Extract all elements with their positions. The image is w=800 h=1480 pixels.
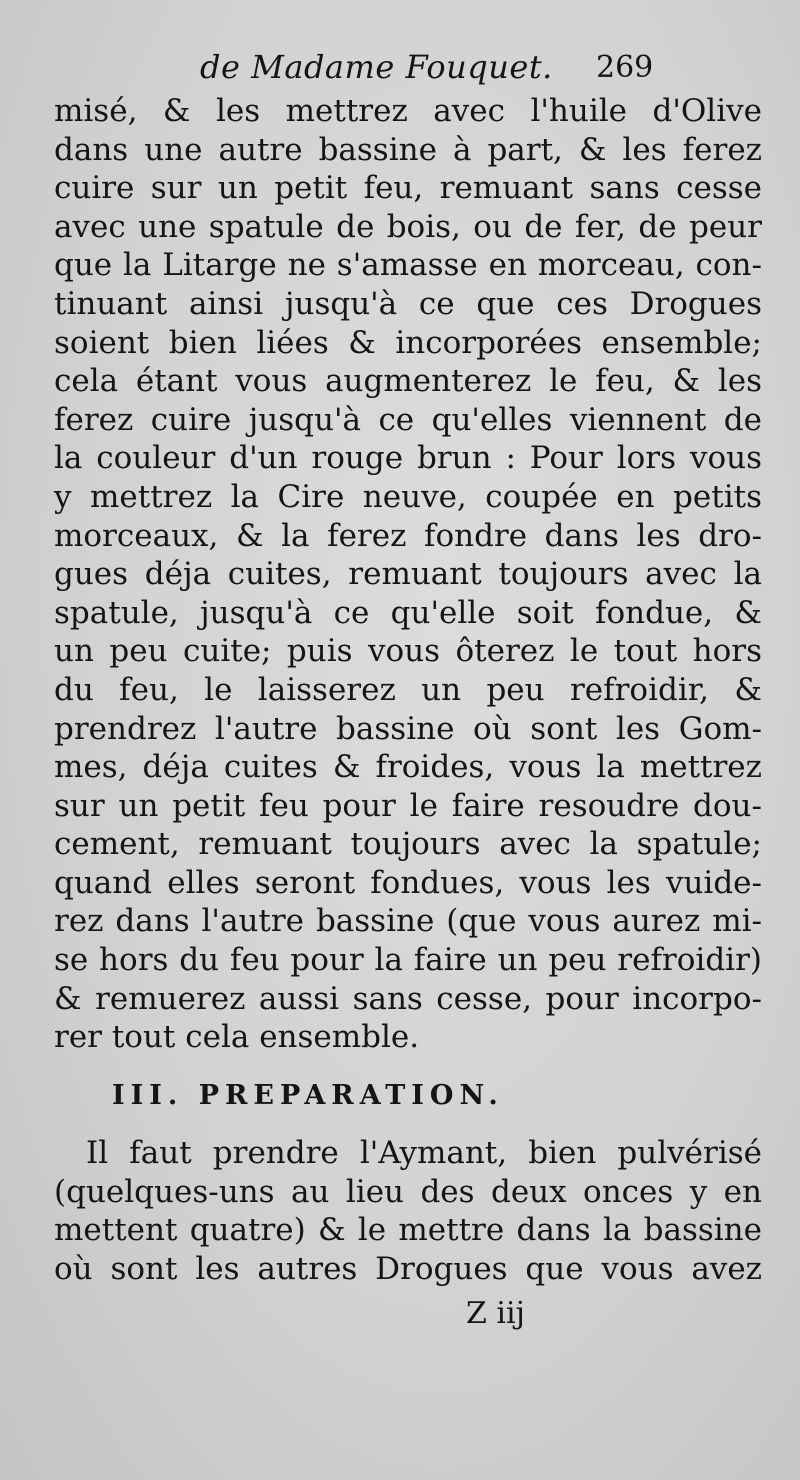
text-line: prendrez l'autre bassine où sont les Gom-	[54, 710, 762, 747]
text-line: mettent quatre) & le mettre dans la bassine	[54, 1212, 762, 1249]
text-line: gues déja cuites, remuant toujours avec la	[54, 556, 762, 593]
text-line: morceaux, & la ferez fondre dans les dro-	[54, 517, 762, 554]
text-line: mes, déja cuites & froides, vous la mettrez	[54, 749, 762, 786]
signature-mark: Z iij	[466, 1296, 525, 1331]
section-text	[54, 1134, 762, 1288]
text-line: se hors du feu pour la faire un peu refroidir)	[54, 942, 762, 979]
text-line: où sont les autres Drogues que vous avez	[54, 1250, 762, 1287]
text-line: y mettrez la Cire neuve, coupée en petits	[54, 478, 762, 515]
text-line: un peu cuite; puis vous ôterez le tout hors	[54, 633, 762, 670]
text-line: quand elles seront fondues, vous les vuide-	[54, 864, 762, 901]
text-line: tinuant ainsi jusqu'à ce que ces Drogues	[54, 285, 762, 322]
section-heading: III. PREPARATION.	[112, 1080, 504, 1111]
running-title: de Madame Fouquet.	[200, 48, 553, 86]
text-line: avec une spatule de bois, ou de fer, de peur	[54, 208, 762, 245]
text-line: rez dans l'autre bassine (que vous aurez mi-	[54, 903, 762, 940]
text-line: Il faut prendre l'Aymant, bien pulvérisé	[86, 1135, 762, 1171]
running-head	[200, 48, 760, 92]
text-line: la couleur d'un rouge brun : Pour lors vous	[54, 440, 762, 477]
text-line: soient bien liées & incorporées ensemble;	[54, 324, 762, 361]
text-line: (quelques-uns au lieu des deux onces y en	[54, 1173, 762, 1210]
text-line: misé, & les mettrez avec l'huile d'Olive	[54, 93, 762, 129]
text-line: spatule, jusqu'à ce qu'elle soit fondue, &	[54, 594, 762, 631]
body-text	[54, 92, 762, 1057]
text-line: sur un petit feu pour le faire resoudre dou-	[54, 787, 762, 824]
page-number: 269	[596, 50, 654, 85]
text-line: dans une autre bassine à part, & les ferez	[54, 131, 762, 168]
text-line: du feu, le laisserez un peu refroidir, &	[54, 671, 762, 708]
text-line: cement, remuant toujours avec la spatule;	[54, 826, 762, 863]
text-line: ferez cuire jusqu'à ce qu'elles viennent de	[54, 401, 762, 438]
text-line: rer tout cela ensemble.	[54, 1019, 420, 1056]
text-line: que la Litarge ne s'amasse en morceau, con-	[54, 247, 762, 284]
text-line: cuire sur un petit feu, remuant sans cesse	[54, 170, 762, 207]
text-line: & remuerez aussi sans cesse, pour incorpo-	[54, 980, 762, 1017]
text-line: cela étant vous augmenterez le feu, & les	[54, 363, 762, 400]
